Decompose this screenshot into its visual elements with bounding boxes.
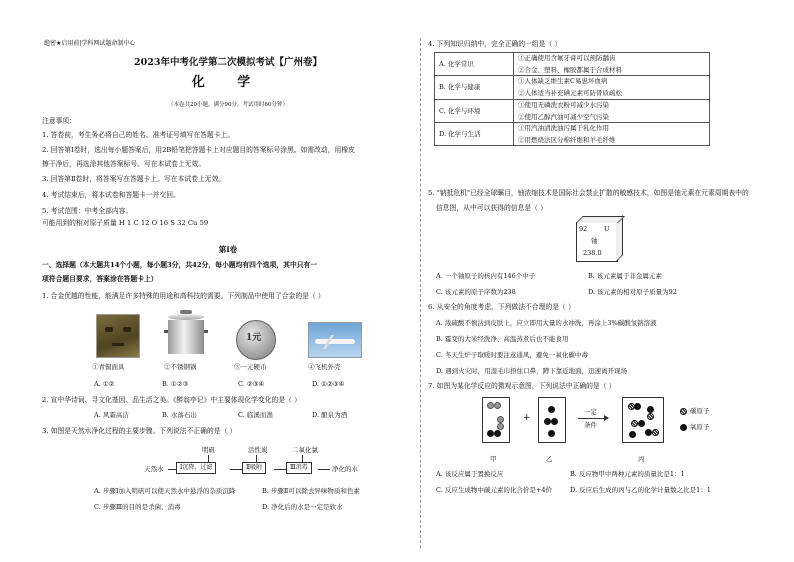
q6-option-d: D. 遇到火灾时，用湿毛巾捂住口鼻，蹲下靠近地面，迅速离开现场	[436, 367, 628, 375]
q5-option-d: D. 该元素的相对原子质量为92	[588, 288, 677, 296]
plus-sign: +	[523, 413, 531, 423]
label-bing: 丙	[638, 455, 645, 463]
box-bing	[622, 397, 664, 443]
row-line: ①用汽油清洗油污属于乳化作用	[518, 123, 609, 132]
q1-option-d: D. ①②③④	[312, 380, 345, 388]
q3-stem: 3. 如图是天然水净化过程的主要步骤。下列说法不正确的是（ ）	[42, 427, 237, 435]
condition-bottom: 条件	[584, 421, 597, 429]
note-item: 2. 回答第Ⅰ卷时，选出每小题答案后，用2B铅笔把答题卡上对应题目的答案标号涂黑。如需改动，用橡皮	[42, 146, 355, 154]
flow-step-3: Ⅲ消毒	[286, 462, 312, 474]
right-column	[428, 0, 768, 562]
column-divider	[420, 38, 421, 548]
box-yi	[538, 397, 566, 443]
row-line: ①人体缺乏维生素C易患坏血病	[518, 77, 608, 86]
q1-caption: ①青铜面具	[92, 363, 125, 371]
flow-step-1: Ⅰ沉降、过滤	[176, 462, 216, 474]
note-item: 1. 答卷前，考生务必将自己的姓名、准考证号填写在答题卡上。	[42, 131, 235, 139]
left-column	[42, 0, 414, 562]
coin-image	[236, 320, 276, 360]
q6-option-b: B. 霉变的大米经洗净、高温蒸煮后也不能食用	[436, 335, 569, 343]
q7-option-b: B. 反应物甲中两种元素的质量比是1：1	[570, 470, 685, 478]
flow-start: 天然水	[144, 465, 164, 473]
q7-option-d: D. 反应后生成的丙与乙的化学计量数之比是1：1	[570, 486, 711, 494]
q6-stem: 6. 从安全的角度考虑，下列做法不合理的是（ ）	[428, 303, 575, 311]
exam-meta: （本卷共20小题，满分90分，考试用时60分钟）	[168, 102, 288, 108]
q2-stem: 2. 宣中华诗词、寻文化基因、品生活之美。《醉翁亭记》中主要体现化学变化的是（ ）	[42, 396, 301, 404]
notes-heading: 注意事项：	[42, 117, 76, 125]
table-row	[435, 76, 710, 99]
row-label: B. 化学与健康	[435, 76, 514, 99]
q4-stem: 4. 下列知识归纳中，完全正确的一组是（ ）	[428, 40, 562, 48]
q1-option-b: B. ①②③	[162, 380, 189, 388]
q5-option-c: C. 该元素的原子序数为238	[436, 288, 516, 296]
q3-option-a: A. 步骤Ⅰ加入明矾可以使天然水中悬浮的杂质沉降	[94, 487, 236, 495]
legend-oxygen: 氧原子	[690, 423, 710, 431]
q7-option-a: A. 该反应属于置换反应	[436, 470, 504, 478]
q4-table	[434, 52, 710, 146]
note-item: 3. 回答第Ⅱ卷时，将答案写在答题卡上。写在本试卷上无效。	[42, 175, 226, 183]
atomic-mass: 可能用到的相对原子质量 H 1 C 12 O 16 S 32 Cu 59	[42, 219, 209, 227]
q2-option-a: A. 风霜高洁	[94, 411, 129, 419]
flow-label-carbon: 活性炭	[248, 446, 268, 454]
carbon-atom-legend-icon	[680, 408, 687, 415]
steel-pot-image	[164, 310, 208, 358]
flow-label-alum: 明矾	[202, 446, 215, 454]
q3-option-d: D. 净化后的水是一定是软水	[262, 503, 343, 511]
q5-stem: 5. "钠抵危机"已经全球瞩目，铀浓缩技术是国际社会禁止扩散的敏感技术，如图是铀元素在元素周期表中的	[428, 189, 749, 197]
row-line: ②用燃烧法区分棉纤维和羊毛纤维	[518, 135, 616, 144]
q6-option-a: A. 浓硫酸不慎沾到皮肤上，应立即用大量的水冲洗，再涂上3%碳酸氢钠溶液	[436, 319, 657, 327]
note-item: 擦干净后，再选涂其他答案标号。写在本试卷上无效。	[42, 160, 206, 168]
section-heading: 一、选择题（本大题共14个小题，每小题3分，共42分，每小题均有四个选项，其中只有一	[42, 261, 318, 269]
q5-option-a: A. 一个铀原子的核内有146个中子	[436, 272, 536, 280]
condition-top: 一定	[584, 408, 597, 416]
q2-option-d: D. 酿泉为酒	[312, 411, 348, 419]
exam-title: 2023年中考化学第二次模拟考试【广州卷】	[134, 57, 322, 68]
part1-title: 第Ⅰ卷	[218, 245, 238, 254]
q1-option-a: A. ①②	[94, 380, 115, 388]
flow-step-2: Ⅱ吸附	[242, 462, 266, 474]
q5-option-b: B. 该元素属于非金属元素	[588, 272, 662, 280]
row-label: C. 化学与环境	[435, 99, 514, 122]
q1-caption: ③一元硬币	[234, 363, 267, 371]
row-line: ②人体适当补充碘元素可防骨质疏松	[518, 89, 622, 98]
element-name: 铀	[591, 237, 598, 245]
flow-end: 净化的水	[332, 465, 358, 473]
q1-caption: ②不锈钢锅	[164, 363, 197, 371]
subject-title: 化 学	[191, 75, 265, 90]
q3-option-b: B. 步骤Ⅱ可以除去异味物质和色素	[262, 487, 360, 495]
note-item: 4. 考试结束后，将本试卷和答题卡一并交回。	[42, 191, 180, 199]
bronze-mask-image	[96, 314, 140, 358]
row-line: ①使用无磷洗衣粉可减少水污染	[518, 100, 609, 109]
table-row	[435, 53, 710, 76]
q1-stem: 1. 合金优越的性能，能满足许多特殊的用途和高科技的需要。下列制品中使用了合金的是（ ）	[42, 292, 325, 300]
q7-stem: 7. 如图为某化学反应的微观示意图，下列说法中正确的是（ ）	[428, 382, 616, 390]
element-symbol: U	[604, 225, 610, 233]
q2-option-b: B. 水落石出	[162, 411, 197, 419]
box-jia	[482, 397, 510, 443]
section-heading-cont: 项符合题目要求，答案涂在答题卡上）	[42, 275, 158, 283]
label-jia: 甲	[490, 455, 497, 463]
row-label: A. 化学常识	[435, 53, 514, 76]
q5-stem-cont: 信息图，从中可以获得的信息是（ ）	[436, 204, 547, 212]
q3-option-c: C. 步骤Ⅲ的目的是杀菌、消毒	[94, 503, 181, 511]
table-row	[435, 99, 710, 122]
airplane-image	[308, 322, 362, 358]
q7-option-c: C. 反应生成物中碳元素的化合价是+4价	[436, 486, 552, 494]
note-item: 5. 考试范围：中考全部内容。	[42, 207, 133, 215]
legend-carbon: 碳原子	[690, 407, 710, 415]
secret-label: 绝密★启用前|学科网试题命制中心	[44, 40, 136, 47]
q1-caption: ④飞机外壳	[308, 363, 341, 371]
q6-option-c: C. 冬天生炉子取暖时要注意通风，避免一氧化碳中毒	[436, 351, 588, 359]
flow-label-clo2: 二氧化氯	[292, 446, 318, 454]
q1-option-c: C. ②③④	[238, 380, 265, 388]
row-label: D. 化学与生活	[435, 122, 514, 145]
table-row	[435, 122, 710, 145]
element-mass: 238.0	[583, 249, 602, 257]
q2-option-c: C. 临溪而渔	[238, 411, 273, 419]
row-line: ②使用乙醇汽油可减少空气污染	[518, 112, 609, 121]
oxygen-atom-legend-icon	[680, 424, 687, 431]
coin-text: 1元	[246, 333, 262, 343]
row-line: ②合金、塑料、橡胶都属于合成材料	[518, 66, 622, 75]
label-yi: 乙	[546, 455, 553, 463]
element-number: 92	[579, 225, 588, 233]
row-line: ①正确使用含氟牙膏可以预防龋齿	[518, 54, 616, 62]
